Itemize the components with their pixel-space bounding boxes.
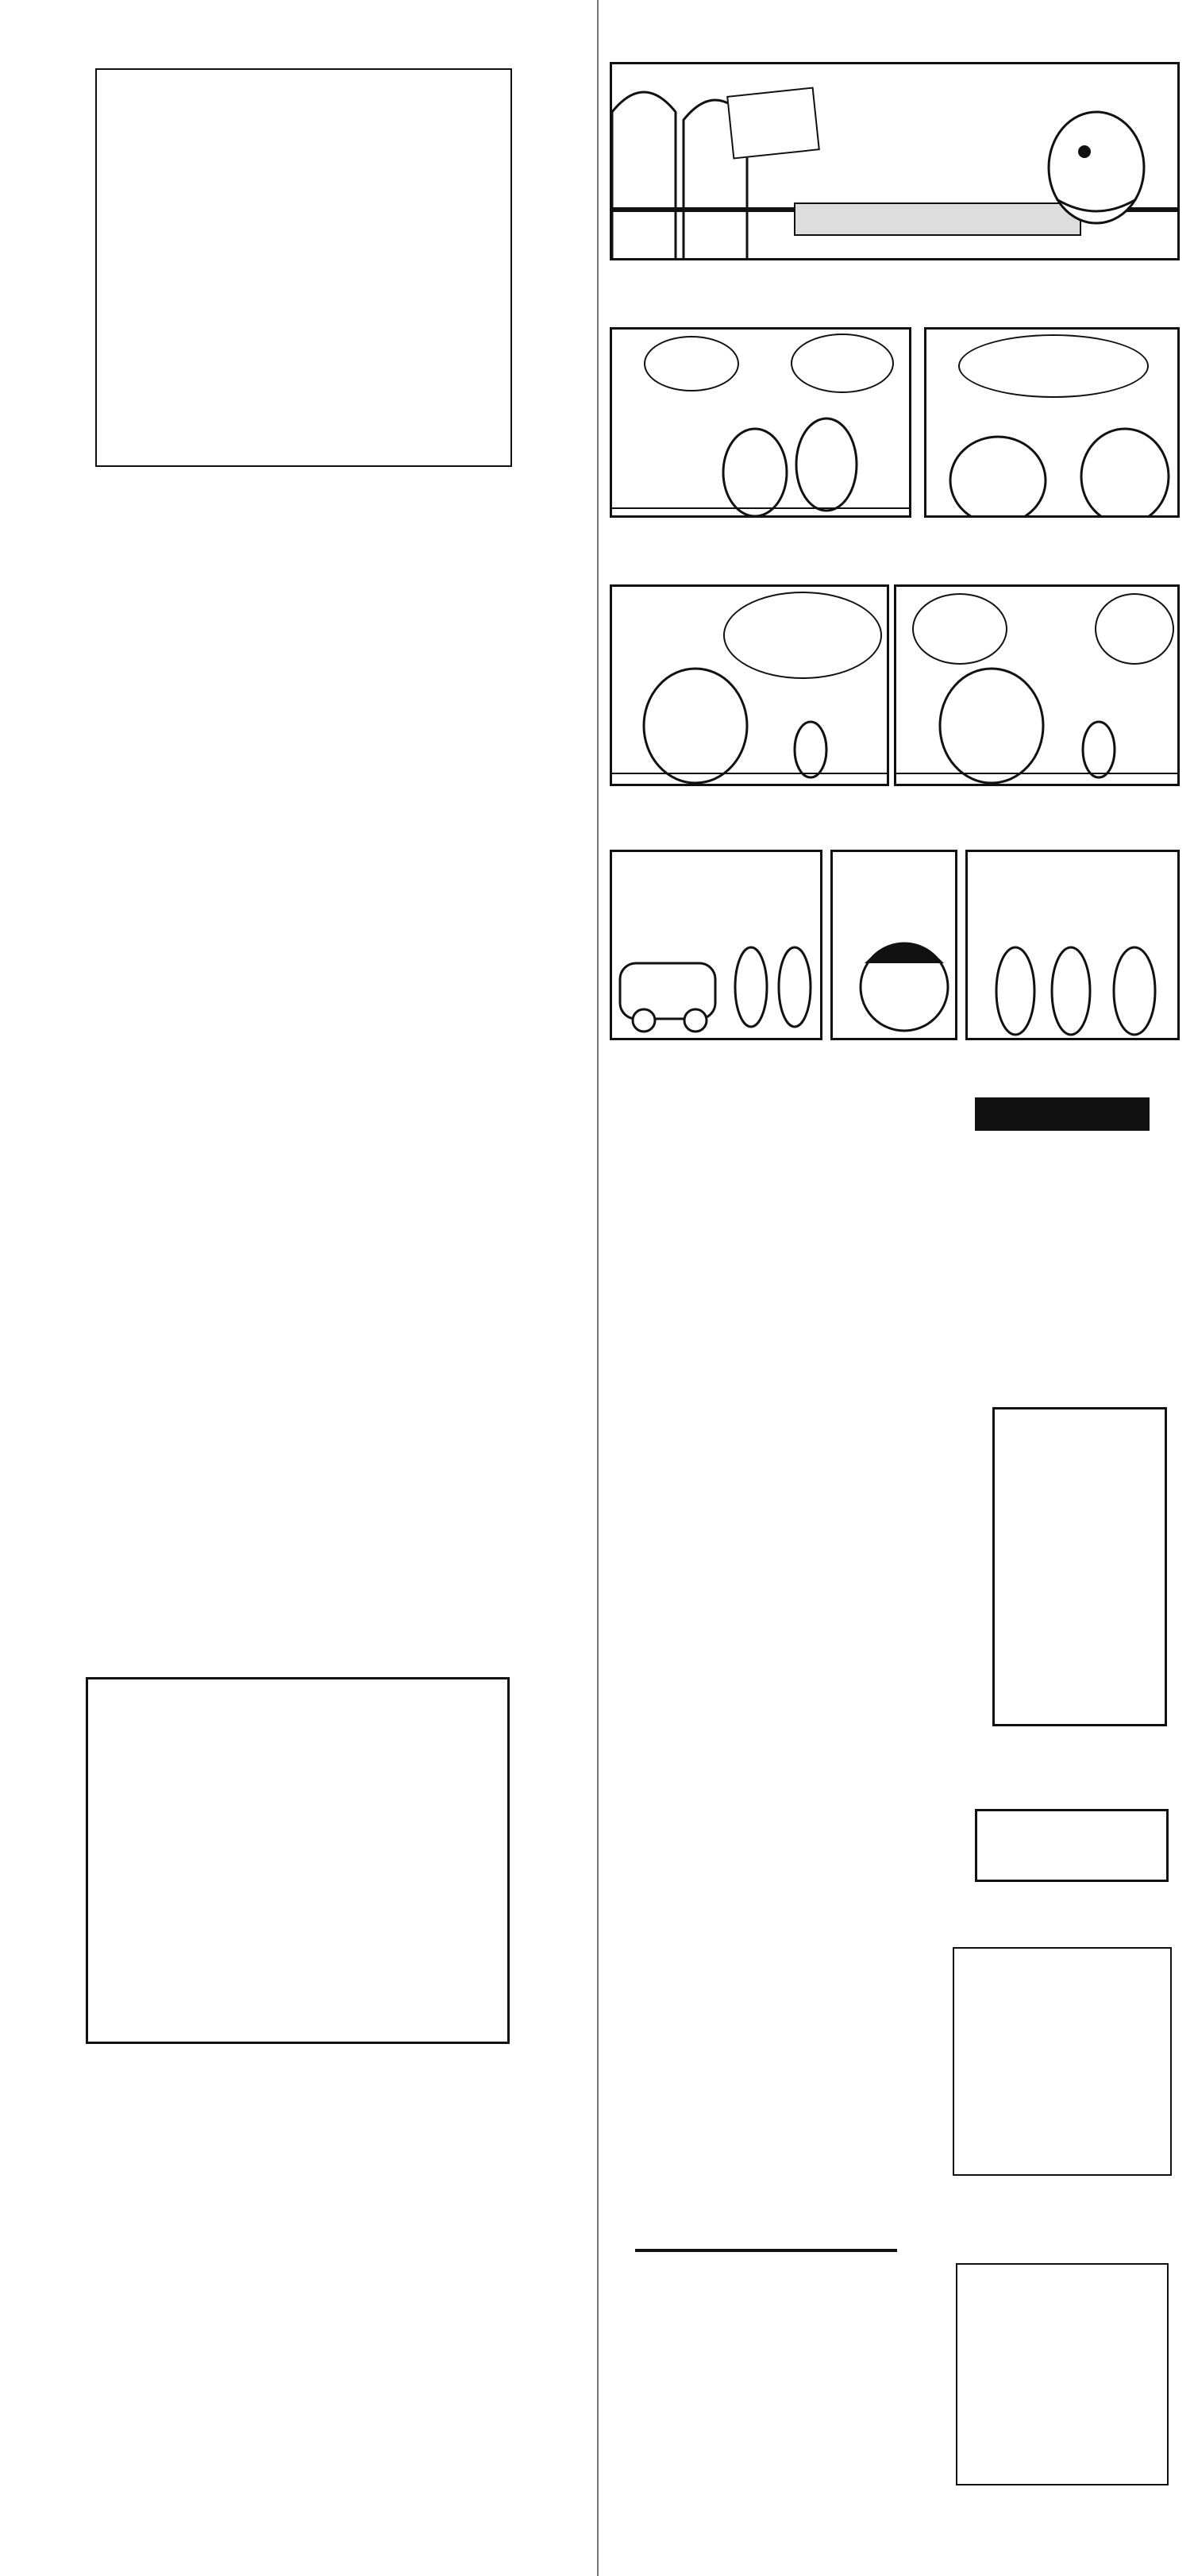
horizontales-clues-left	[13, 489, 295, 491]
comic-osorios-panel-1	[610, 584, 889, 786]
sudoku-sol-grid	[956, 2263, 1169, 2485]
comic-marvin-panel-3	[965, 850, 1180, 1040]
comic-lalo-panel-1	[610, 327, 911, 518]
comic-osorios-bubble-3	[1095, 593, 1174, 665]
crossword-grid	[95, 68, 512, 467]
comic-lalo-bubble-1	[644, 336, 739, 391]
numeros-clave-sum	[619, 2249, 937, 2252]
soluciones-anteriores-grid	[975, 1809, 1169, 1882]
verticales-clues	[13, 1280, 295, 1282]
numeros-clave-line3	[635, 2249, 897, 2252]
comic-osorios-bubble-2	[912, 593, 1007, 665]
comic-marvin-panel-1	[610, 850, 822, 1040]
numerograma-grid	[992, 1407, 1167, 1726]
comic-justo-drawing	[612, 64, 1180, 260]
comic-marvin-panel-2	[830, 850, 957, 1040]
comic-osorios-bubble-1	[723, 592, 882, 679]
comic-marvin-drawing-1	[612, 852, 822, 1040]
comic-lalo-bubble-3	[958, 334, 1149, 398]
crucigrama-sol-grid	[953, 1947, 1172, 2176]
comic-justo-sign	[726, 87, 820, 159]
comic-lalo-bubble-2	[791, 334, 894, 393]
comic-lalo-panel-2	[924, 327, 1180, 518]
sudoku-grid	[86, 1677, 510, 2044]
comic-osorios-panel-2	[894, 584, 1180, 786]
comic-marvin-drawing-3	[968, 852, 1180, 1040]
comic-marvin-drawing-2	[833, 852, 957, 1040]
column-divider	[597, 0, 599, 2576]
numerograma-title	[975, 1097, 1150, 1131]
comic-justo-panel	[610, 62, 1180, 260]
